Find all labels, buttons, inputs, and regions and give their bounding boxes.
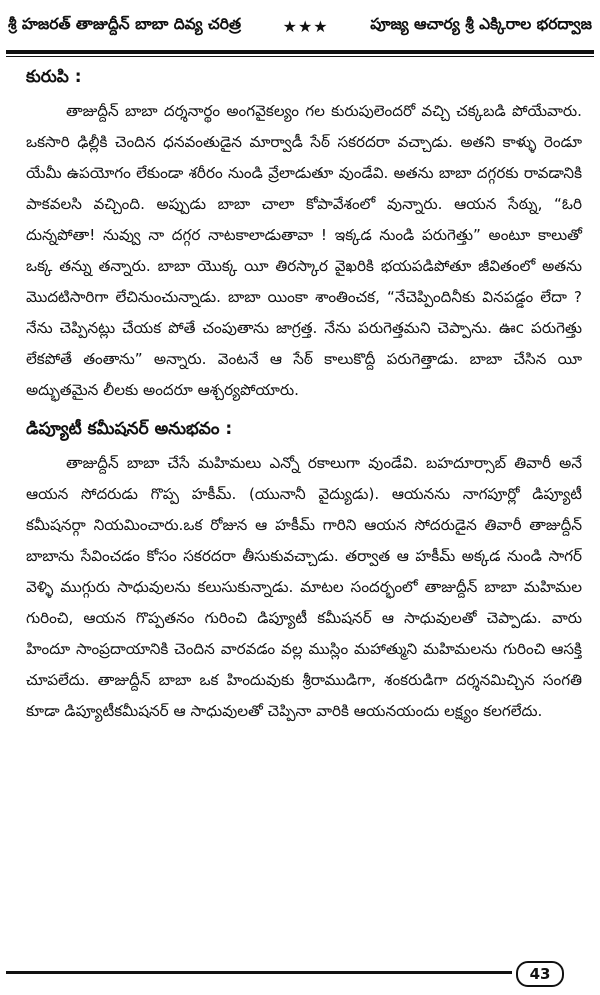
paragraph-deputy-commissioner: తాజుద్దీన్ బాబా చేసే మహిమలు ఎన్నో రకాలుగా వుండేవి. బహదూర్సాబ్ తివారీ అనే ఆయన సోదరుడు గొప్ప హకీమ్. (యునానీ వైద్యుడు). ఆయనను నాగపూర్లో డిప్యూటీ కమీషనర్గా నియమించారు.ఒక రోజున ఆ హకీమ్ గారిని ఆయన సోదరుడైన తివారీ తాజుద్దీన్ బాబాను సేవించడం కోసం సకరదరా తీసుకువచ్చాడు. తర్వాత ఆ హకీమ్ అక్కడ నుండి సాగర్ వెళ్ళి ముగ్గురు సాధువులను కలుసుకున్నాడు. మాటల సందర్భంలో తాజుద్దీన్ బాబా మహిమల గురించి, ఆయన గొప్పతనం గురించి డిప్యూటీ కమీషనర్ ఆ సాధువులతో చెప్పాడు. వారు హిందూ సాంప్రదాయానికి చెందిన వారవడం వల్ల ముస్లిం మహాత్ముని మహిమలను గురించి ఆసక్తి చూపలేదు. తాజుద్దీన్ బాబా ఒక హిందువుకు శ్రీరాముడిగా, శంకరుడిగా దర్శనమిచ్చిన సంగతి కూడా డిప్యూటీకమీషనర్ ఆ సాధువులతో చెప్పినా వారికి ఆయనయందు లక్ష్యం కలగలేదు. bbox=[26, 454, 582, 721]
paragraph-kurupi: తాజుద్దీన్ బాబా దర్శనార్థం అంగవైకల్యం గల కురుపులెందరో వచ్చి చక్కబడి పోయేవారు. ఒకసారి ఢిల్లీకి చెందిన ధనవంతుడైన మార్వాడీ సేఠ్ సకరదరా వచ్చాడు. అతని కాళ్ళు రెండూ యేమీ ఉపయోగం లేకుండా శరీరం నుండి వ్రేలాడుతూ వుండేవి. అతను బాబా దగ్గరకు రావడానికి పాకవలసి వచ్చింది. అప్పుడు బాబా చాలా కోపావేశంలో వున్నారు. ఆయన సేఠ్ను, “ఓరి దున్నపోతా! నువ్వు నా దగ్గర నాటకాలాడుతావా ! ఇక్కడ నుండి పరుగెత్తు” అంటూ కాలుతో ఒక్క తన్ను తన్నారు. బాబా యొక్క యీ తిరస్కార వైఖరికి భయపడిపోతూ జీవితంలో అతను మొదటిసారిగా లేచినుంచున్నాడు. బాబా యింకా శాంతించక, “నేచెప్పిందినీకు వినపడ్డం లేదా ? నేను చెప్పినట్లు చేయక పోతే చంపుతాను జాగ్రత్త. నేను పరుగెత్తమని చెప్పాను. ఊc పరుగెత్తు లేకపోతే తంతాను” అన్నారు. వెంటనే ఆ సేఠ్ కాలుకొద్దీ పరుగెత్తాడు. బాబా చేసిన యీ అద్భుతమైన లీలకు అందరూ ఆశ్చర్యపోయారు. bbox=[26, 102, 582, 400]
header-stars-ornament: ★★★ bbox=[282, 16, 329, 36]
page-number: 43 bbox=[529, 965, 551, 983]
page-body bbox=[26, 60, 582, 739]
header-rule-thin bbox=[6, 56, 594, 57]
section-heading-kurupi: కురుపి : bbox=[26, 67, 82, 87]
header-book-title: శ్రీ హజరత్ తాజుద్దీన్ బాబా దివ్య చరిత్ర bbox=[8, 15, 242, 33]
header-author: పూజ్య ఆచార్య శ్రీ ఎక్కిరాల భరద్వాజ bbox=[370, 15, 592, 33]
section-heading-deputy-commissioner: డిప్యూటీ కమీషనర్ అనుభవం : bbox=[26, 419, 233, 440]
running-header bbox=[8, 4, 592, 48]
page-number-badge bbox=[516, 961, 564, 987]
header-rule-thick bbox=[6, 50, 594, 54]
footer-rule bbox=[6, 971, 512, 974]
